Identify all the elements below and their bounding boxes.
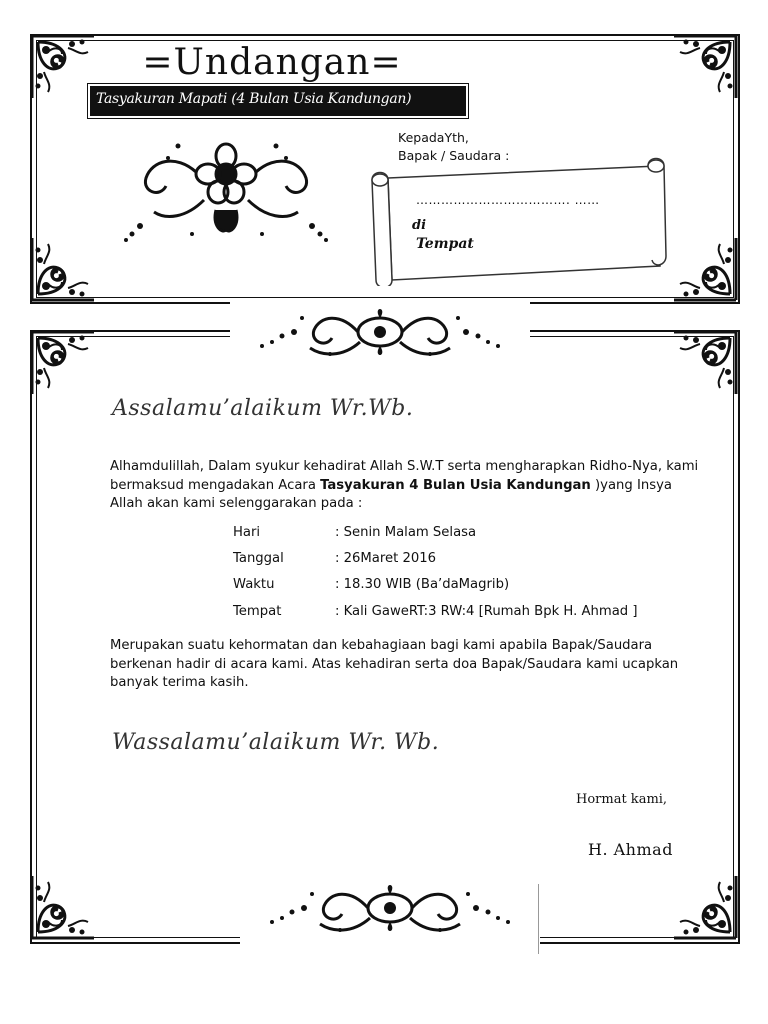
greeting: Assalamu’alaikum Wr.Wb. bbox=[112, 396, 414, 421]
detail-value: : 26Maret 2016 bbox=[335, 551, 437, 566]
divider-line bbox=[538, 884, 539, 954]
floral-footer-ornament-icon bbox=[240, 878, 540, 944]
floral-corner-ornament-icon bbox=[28, 234, 98, 304]
opening-paragraph: Alhamdulillah, Dalam syukur kehadirat Allah S.W.T serta mengharapkan Ridho-Nya, kami bermaksud mengadakan Acara Tasyakuran 4 Bulan Usia Kandungan )yang Insya Allah akan kami selenggarakan pada : bbox=[110, 459, 699, 511]
event-name: Tasyakuran 4 Bulan Usia Kandungan bbox=[320, 477, 591, 493]
detail-row-waktu bbox=[233, 574, 713, 596]
recipient-blank: ………………………………. …… bbox=[416, 193, 600, 207]
detail-label: Tempat bbox=[233, 604, 282, 619]
detail-value: : 18.30 WIB (Ba’daMagrib) bbox=[335, 577, 510, 592]
floral-corner-ornament-icon bbox=[670, 328, 740, 398]
detail-label: Tanggal bbox=[233, 551, 284, 566]
floral-corner-ornament-icon bbox=[670, 234, 740, 304]
floral-corner-ornament-icon bbox=[28, 32, 98, 102]
floral-header-ornament-icon bbox=[116, 134, 334, 250]
detail-row-tempat bbox=[233, 601, 713, 623]
detail-row-hari bbox=[233, 522, 713, 544]
address-place: Tempat bbox=[416, 236, 474, 252]
address-di: di bbox=[412, 218, 427, 233]
address-recipient-line: KepadaYth, bbox=[398, 130, 469, 145]
floral-corner-ornament-icon bbox=[28, 328, 98, 398]
signer-name: H. Ahmad bbox=[588, 840, 673, 859]
closing-paragraph: Merupakan suatu kehormatan dan kebahagiaan bagi kami apabila Bapak/Saudara berkenan hadir di acara kami. Atas kehadiran serta doa Bapak/Saudara kami ucapkan banyak terima kasih. bbox=[110, 638, 679, 690]
floral-corner-ornament-icon bbox=[670, 872, 740, 942]
floral-corner-ornament-icon bbox=[28, 872, 98, 942]
regards: Hormat kami, bbox=[576, 792, 668, 807]
floral-divider-ornament-icon bbox=[230, 302, 530, 368]
floral-corner-ornament-icon bbox=[670, 32, 740, 102]
detail-label: Waktu bbox=[233, 577, 275, 592]
invitation-title: =Undangan= bbox=[142, 42, 402, 83]
detail-label: Hari bbox=[233, 525, 261, 540]
address-title-line: Bapak / Saudara : bbox=[398, 148, 510, 163]
detail-row-tanggal bbox=[233, 548, 713, 570]
invitation-subtitle: Tasyakuran Mapati (4 Bulan Usia Kandungan) bbox=[96, 91, 412, 107]
detail-value: : Senin Malam Selasa bbox=[335, 525, 477, 540]
farewell: Wassalamu’alaikum Wr. Wb. bbox=[112, 730, 440, 755]
detail-value: : Kali GaweRT:3 RW:4 [Rumah Bpk H. Ahmad ] bbox=[335, 604, 638, 619]
